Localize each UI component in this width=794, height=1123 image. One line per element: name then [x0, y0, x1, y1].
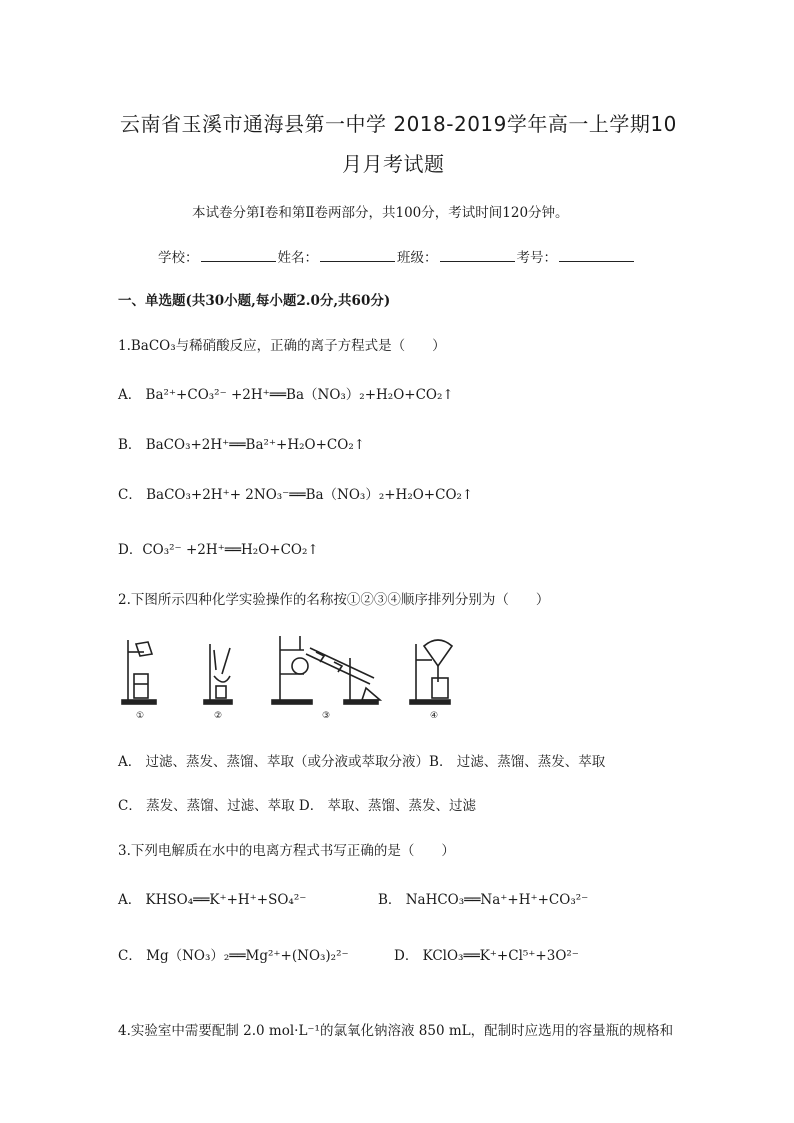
fig-label-3: ③: [322, 711, 331, 721]
apparatus-4-separatory-funnel: [410, 640, 452, 704]
exam-no-blank: [559, 249, 634, 262]
exam-no-label: 考号：: [516, 250, 557, 266]
q3-option-a: A． KHSO₄══K⁺+H⁺+SO₄²⁻: [118, 892, 307, 908]
apparatus-2-evaporation: [204, 644, 232, 704]
name-blank: [320, 249, 395, 262]
q2-options-cd: C． 蒸发、蒸馏、过滤、萃取 D． 萃取、蒸馏、蒸发、过滤: [118, 798, 477, 814]
exam-intro: 本试卷分第Ⅰ卷和第Ⅱ卷两部分，共100分，考试时间120分钟。: [192, 205, 569, 221]
figure-labels: [136, 711, 438, 721]
apparatus-3-distillation: [272, 636, 380, 704]
lab-apparatus-figure: [118, 630, 458, 722]
q3-option-b: B． NaHCO₃══Na⁺+H⁺+CO₃²⁻: [378, 892, 589, 908]
q4-stem: 4.实验室中需要配制 2.0 mol·L⁻¹的氯氧化钠溶液 850 mL，配制时应选用的容量瓶的规格和: [118, 1023, 674, 1039]
apparatus-1-filtration: [122, 640, 156, 704]
q2-options-ab: A． 过滤、蒸发、蒸馏、萃取（或分液或萃取分液）B． 过滤、蒸馏、蒸发、萃取: [118, 754, 606, 770]
section-heading: 一、单选题(共30小题,每小题2.0分,共60分): [118, 293, 391, 309]
fig-label-4: ④: [430, 711, 439, 721]
school-label: 学校：: [158, 250, 199, 266]
school-blank: [201, 249, 276, 262]
lab-apparatus-svg: [118, 630, 458, 722]
q1-option-b: B． BaCO₃+2H⁺══Ba²⁺+H₂O+CO₂↑: [118, 437, 366, 453]
name-label: 姓名：: [277, 250, 318, 266]
q1-option-c: C． BaCO₃+2H⁺+ 2NO₃⁻══Ba（NO₃）₂+H₂O+CO₂↑: [118, 487, 474, 503]
fig-label-1: ①: [136, 711, 145, 721]
q3-option-d: D． KClO₃══K⁺+Cl⁵⁺+3O²⁻: [394, 948, 579, 964]
q3-option-c: C． Mg（NO₃）₂══Mg²⁺+(NO₃)₂²⁻: [118, 948, 349, 964]
q1-option-a: A． Ba²⁺+CO₃²⁻ +2H⁺══Ba（NO₃）₂+H₂O+CO₂↑: [118, 387, 454, 403]
class-blank: [440, 249, 515, 262]
student-info-line: [158, 246, 636, 266]
q1-stem: 1.BaCO₃与稀硝酸反应，正确的离子方程式是（ ）: [118, 338, 446, 354]
class-label: 班级：: [397, 250, 438, 266]
title-line-2: 月月考试题: [342, 152, 445, 176]
title-line-1: 云南省玉溪市通海县第一中学 2018-2019学年高一上学期10: [120, 112, 677, 136]
q3-stem: 3.下列电解质在水中的电离方程式书写正确的是（ ）: [118, 843, 455, 859]
fig-label-2: ②: [214, 711, 223, 721]
q2-stem: 2.下图所示四种化学实验操作的名称按①②③④顺序排列分别为（ ）: [118, 592, 550, 608]
q1-option-d: D．CO₃²⁻ +2H⁺══H₂O+CO₂↑: [118, 542, 319, 558]
